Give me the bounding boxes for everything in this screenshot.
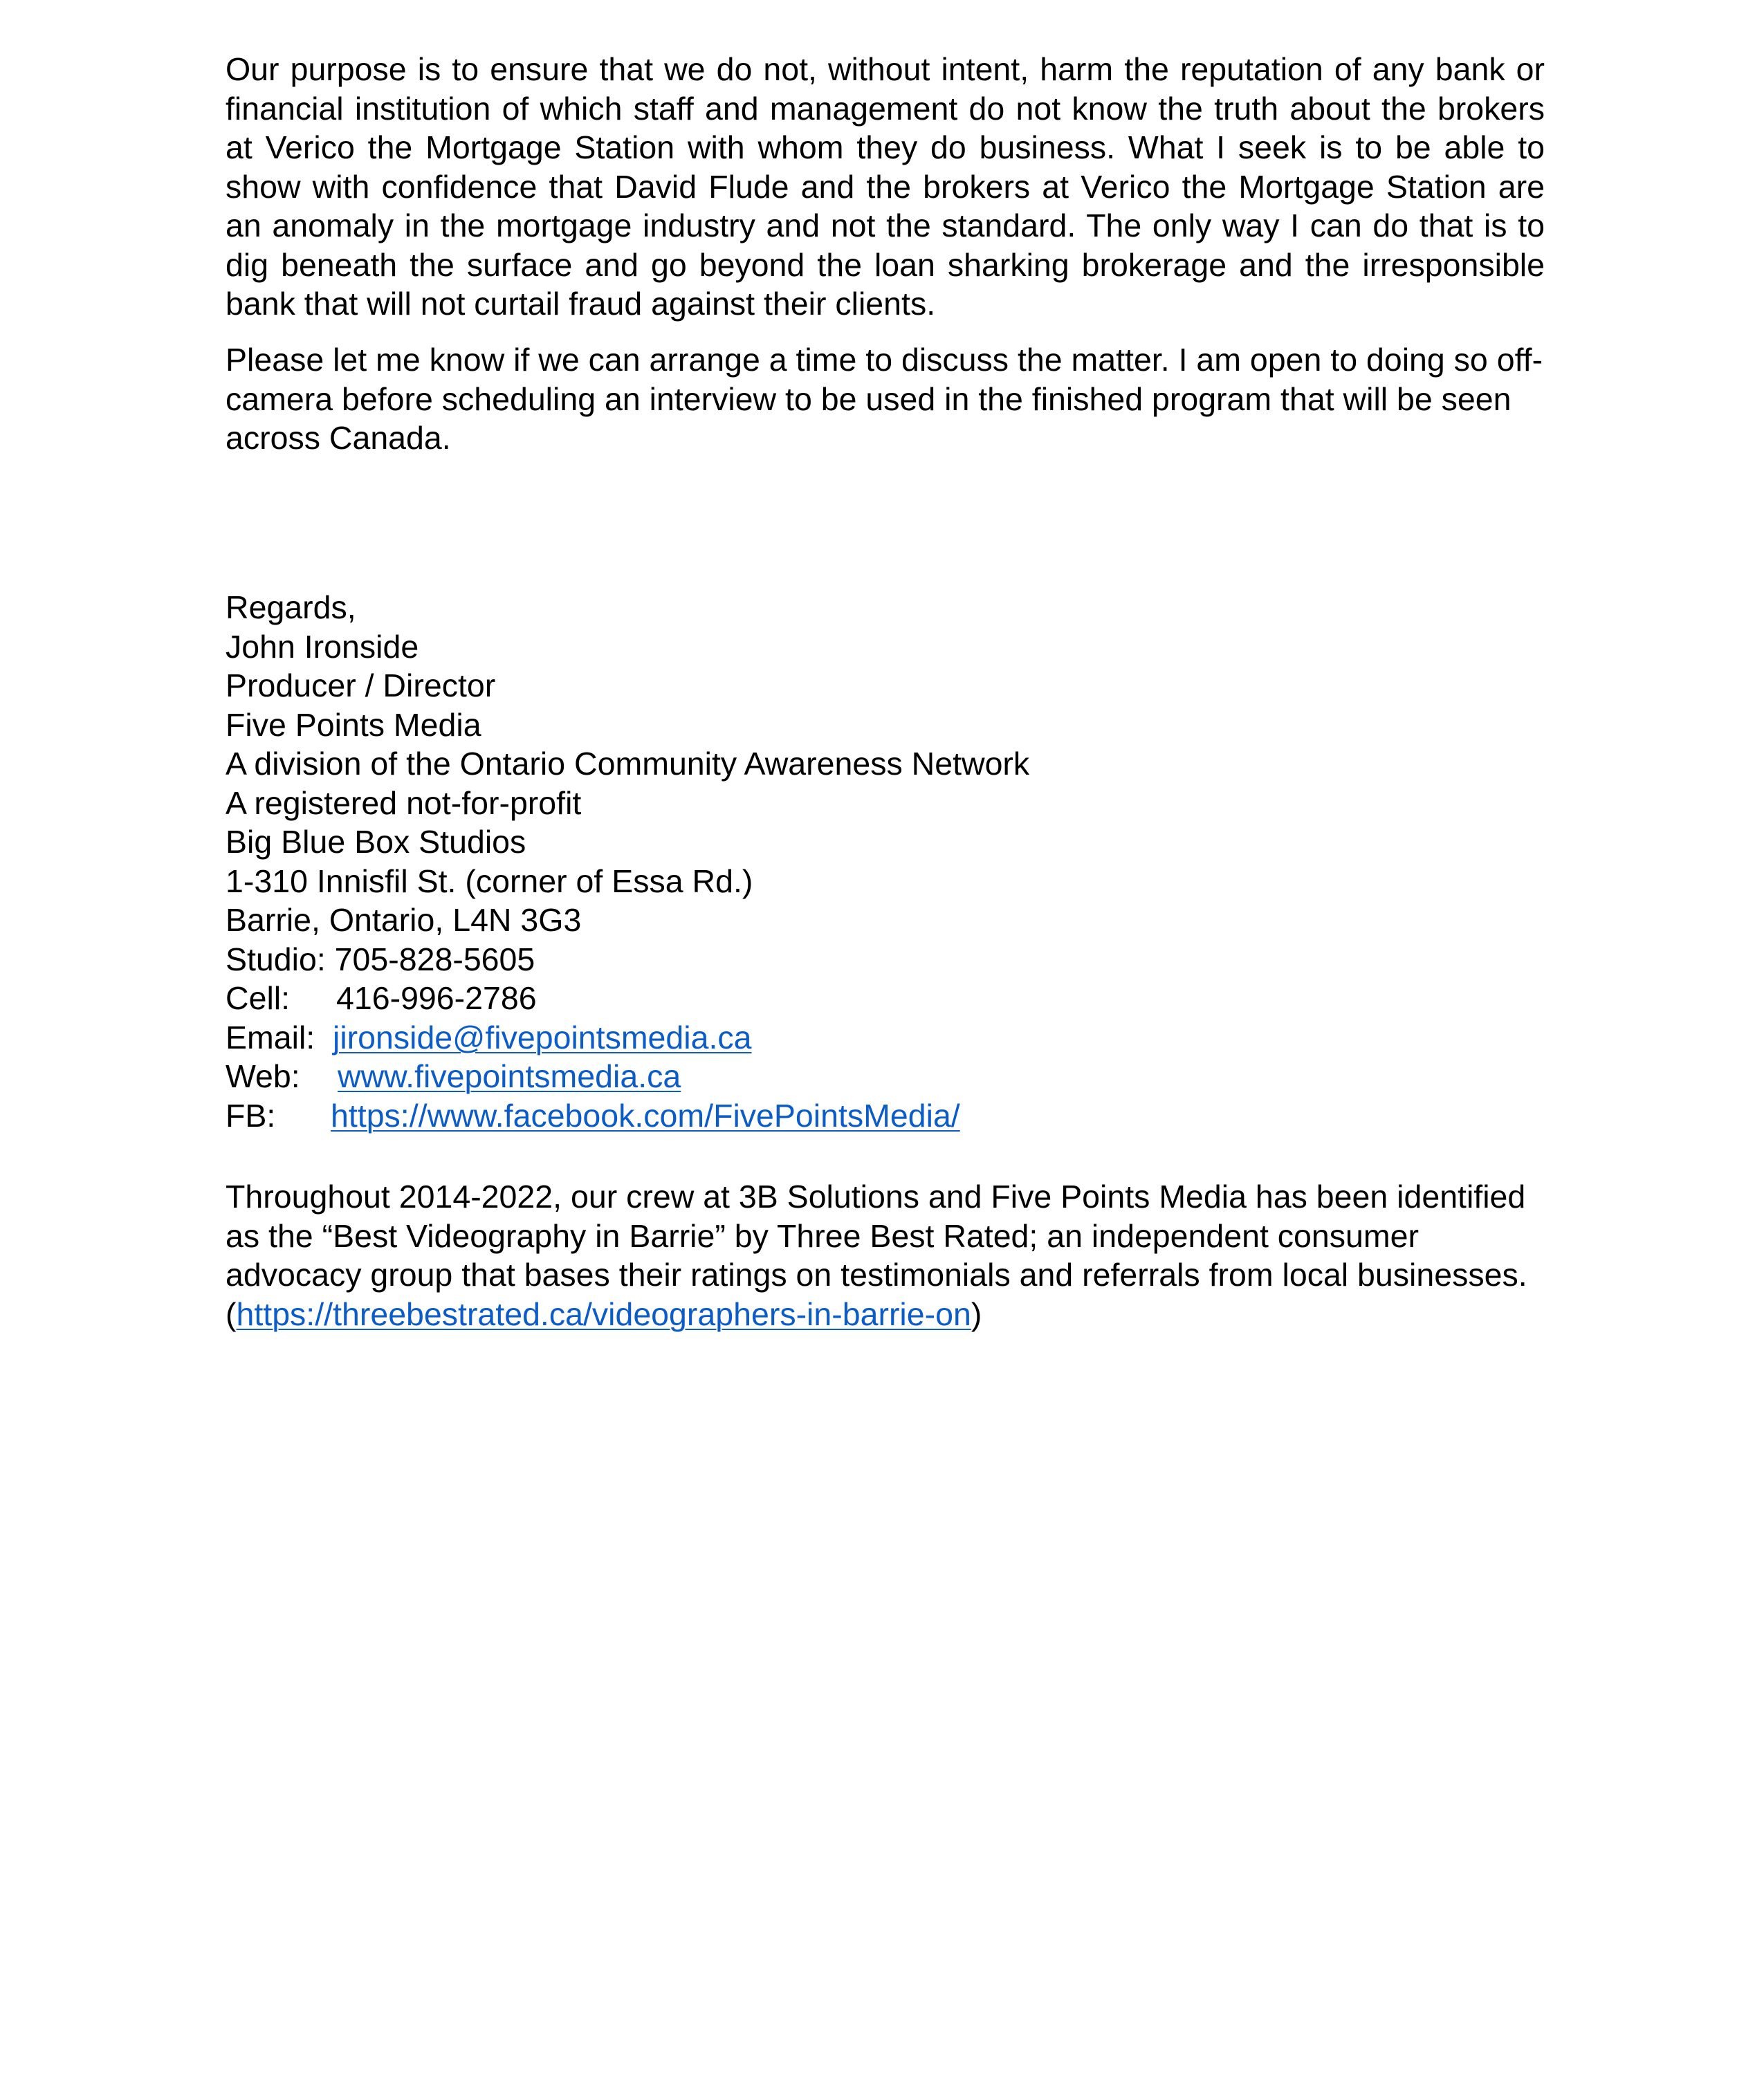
award-open-paren: ( <box>226 1295 237 1332</box>
fb-label: FB: <box>226 1097 276 1134</box>
address-line-1: 1-310 Innisfil St. (corner of Essa Rd.) <box>226 863 753 899</box>
email-label: Email: <box>226 1019 315 1055</box>
company-name: Five Points Media <box>226 706 481 743</box>
award-text: Throughout 2014-2022, our crew at 3B Solutions and Five Points Media has been identified as the “Best Videography in Barrie” by Three Best Rated; an independent consumer advocacy group that bases their ratings on testimonials and referrals from local businesses. <box>226 1179 1527 1293</box>
email-row <box>226 1018 1545 1058</box>
web-row <box>226 1057 1545 1096</box>
closing: Regards, <box>226 589 356 625</box>
web-label: Web: <box>226 1058 300 1094</box>
company-division: A division of the Ontario Community Awareness Network <box>226 746 1030 782</box>
award-paragraph <box>226 1177 1545 1334</box>
website-link[interactable]: www.fivepointsmedia.ca <box>338 1058 681 1094</box>
signature-block <box>226 588 1545 1135</box>
cell-row <box>226 979 1545 1018</box>
email-link[interactable]: jironside@fivepointsmedia.ca <box>333 1019 752 1055</box>
studio-phone: Studio: 705-828-5605 <box>226 941 535 977</box>
cell-phone: 416-996-2786 <box>336 980 537 1016</box>
fb-row <box>226 1096 1545 1136</box>
studio-name: Big Blue Box Studios <box>226 824 526 860</box>
threebestrated-link[interactable]: https://threebestrated.ca/videographers-in-barrie-on <box>236 1295 971 1332</box>
letter-paragraph-purpose: Our purpose is to ensure that we do not, without intent, harm the reputation of any bank or financial institution of which staff and management do not know the truth about the brokers at Verico the Mortgage Station with whom they do business. What I seek is to be able to show with confidence that David Flude and the brokers at Verico the Mortgage Station are an anomaly in the mortgage industry and not the standard. The only way I can do that is to dig beneath the surface and go beyond the loan sharking brokerage and the irresponsible bank that will not curtail fraud against their clients. <box>226 51 1545 322</box>
company-status: A registered not-for-profit <box>226 784 582 821</box>
address-line-2: Barrie, Ontario, L4N 3G3 <box>226 902 582 938</box>
signer-title: Producer / Director <box>226 667 496 703</box>
letter-paragraph-request: Please let me know if we can arrange a time to discuss the matter. I am open to doing so off-camera before scheduling an interview to be used in the finished program that will be seen across Canada. <box>226 342 1543 456</box>
signer-name: John Ironside <box>226 628 419 665</box>
cell-label: Cell: <box>226 980 291 1016</box>
facebook-link[interactable]: https://www.facebook.com/FivePointsMedia/ <box>331 1097 960 1134</box>
award-close-paren: ) <box>971 1295 982 1332</box>
